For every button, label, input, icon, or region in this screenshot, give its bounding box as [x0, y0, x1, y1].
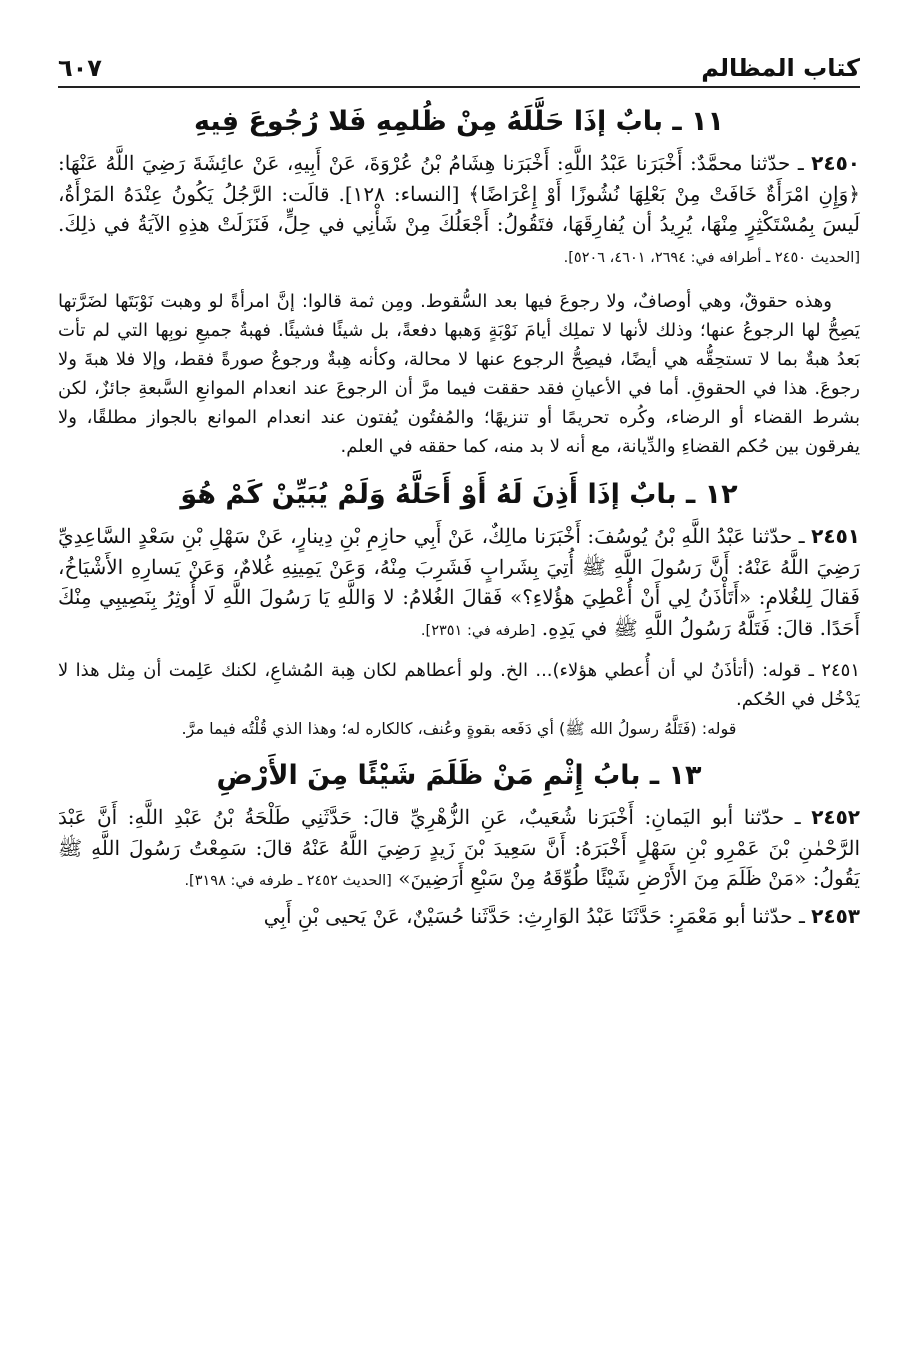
hadith-text: ـ حدّثنا محمَّدٌ: أَخْبَرَنا عَبْدُ اللَّهِ: أَخْبَرَنا هِشَامُ بْنُ عُرْوَةَ، عَنْ أَبِيهِ، عَنْ عائِشَةَ رَضِيَ اللَّهُ عَنْهَا: ﴿وَإِنِ امْرَأَةٌ خَافَتْ مِنْ بَعْلِهَا نُشُوزًا أَوْ إِعْرَاضًا﴾ [النساء: ١٢٨]. قالَت: الرَّجُلُ يَكُونُ عِنْدَهُ المَرْأَةُ، لَيسَ بِمُسْتَكْثِرٍ مِنْهَا، يُرِيدُ أن يُفارِقَهَا، فتَقُولُ: أَجْعَلُكَ مِنْ شَأْنِي في حِلٍّ، فَنَزَلَتْ هذِهِ الآيَةُ في ذلِكَ.: [58, 151, 860, 236]
hadith-2452: [58, 802, 860, 897]
chapter-heading: ١١ ـ بابٌ إذَا حَلَّلَهُ مِنْ ظُلمِهِ فَلا رُجُوعَ فِيهِ: [193, 106, 725, 137]
chapter-12: [58, 475, 860, 742]
hadith-text: ـ حدّثنا أبو اليَمانِ: أَخْبَرَنا شُعَيبٌ، عَنِ الزُّهْرِيِّ قالَ: حَدَّثَنِي طَلْحَةُ بْنُ عَبْدِ اللَّهِ: أَنَّ عَبْدَ الرَّحْمٰنِ بْنَ عَمْرِو بْنِ سَهْلٍ أَخْبَرَهُ: أَنَّ سَعِيدَ بْنَ زَيدٍ رَضِيَ اللَّهُ عَنْهُ قالَ: سَمِعْتُ رَسُولَ اللَّهِ ﷺ يَقُولُ: «مَنْ ظَلَمَ مِنَ الأَرْضِ شَيْئًا طُوِّقَهُ مِنْ سَبْعِ أَرَضِينَ»: [58, 805, 860, 890]
hadith-number: ٢٤٥٣: [811, 903, 860, 928]
hadith-reference: [طرفه في: ٢٣٥١].: [420, 622, 536, 639]
chapter-11: [58, 102, 860, 461]
hadith-2453: [58, 901, 860, 932]
chapter-heading: ١٣ ـ بابُ إِثْمِ مَنْ ظَلَمَ شَيْئًا مِنَ الأَرْضِ: [216, 760, 702, 791]
commentary-note: قوله: (فَتَلَّهُ رسولُ الله ﷺ) أي دَفَعه بقوةٍ وعُنف، كالكاره له؛ وهذا الذي قُلْتُه فيما مرَّ.: [181, 719, 737, 738]
running-header: [58, 48, 860, 88]
chapter-heading: ١٢ ـ بابٌ إذَا أَذِنَ لَهُ أَوْ أَحَلَّهُ وَلَمْ يُبَيِّنْ كَمْ هُوَ: [180, 479, 738, 510]
hadith-text: ـ حدّثنا أبو مَعْمَرٍ: حَدَّثَنَا عَبْدُ الوَارِثِ: حَدَّثَنا حُسَيْنٌ، عَنْ يَحيى بْنِ أَبِي: [263, 903, 805, 928]
commentary-paragraph: ٢٤٥١ ـ قوله: (أتأذَنُ لي أن أُعطي هؤلاء)... الخ. ولو أعطاهم لكان هِبة المُشاعِ، لكنك عَلِمت أن مِثل هذا لا يَدْخُل في الحُكم.: [58, 660, 860, 710]
hadith-2450: [58, 148, 860, 273]
chapter-13: [58, 756, 860, 931]
book-page: [58, 48, 860, 1348]
hadith-reference: [الحديث ٢٤٥٠ ـ أطرافه في: ٢٦٩٤، ٤٦٠١، ٥٢٠٦].: [563, 249, 860, 266]
book-title: كتاب المظالم: [701, 54, 860, 82]
hadith-text: ـ حدّثنا عَبْدُ اللَّهِ بْنُ يُوسُفَ: أَخْبَرَنا مالِكٌ، عَنْ أَبِي حازِمِ بْنِ دِينارٍ، عَنْ سَهْلِ بْنِ سَعْدٍ السَّاعِدِيِّ رَضِيَ اللَّهُ عَنْهُ: أَنَّ رَسُولَ اللَّهِ ﷺ أُتِيَ بِشَرابٍ فَشَرِبَ مِنْهُ، وَعَنْ يَمِينِهِ غُلامٌ، وَعَنْ يَسارِهِ الأَشْيَاخُ، فَقالَ لِلغُلامِ: «أَتَأْذَنُ لِي أَنْ أُعْطِيَ هؤُلاءِ؟» فَقالَ الغُلامُ: لا وَاللَّهِ يَا رَسُولَ اللَّهِ لَا أُوثِرُ بِنَصِيبِي مِنْكَ أَحَدًا. قالَ: فَتَلَّهُ رَسُولُ اللَّهِ ﷺ في يَدِهِ.: [58, 524, 860, 640]
page-number: ٦٠٧: [58, 54, 102, 82]
commentary-paragraph: وهذه حقوقٌ، وهي أوصافٌ، ولا رجوعَ فيها بعد السُّقوط. ومِن ثمة قالوا: إنَّ امرأةً لو وهبت نَوْبَتَها لضَرَّتها يَصِحُّ لها الرجوعُ عنها؛ وذلك لأنها لا تملِك أيامَ نَوْبَةٍ وَهبها دفعةً، بل شيئًا فشيئًا. فهبةُ جميعِ نوبِها التي لم تأت بَعدُ هبةٌ بما لا تستحِقُّه هي أيضًا، فيصِحُّ الرجوع عنها لا محالة، وكأنه هِبةٌ ورجوعٌ صورةً فقط، وإلا فلا هبةَ ولا رجوعَ. هذا في الحقوقِ. أما في الأعيانِ فقد حققت فيما مرَّ أن الرجوعَ عند انعدام الموانعِ السَّبعةِ جائزٌ، لكن بشرط القضاء أو الرضاء، وكُره تحريمًا أو تنزيهًا؛ والمُفتُون يُفتون عند انعدام الموانع بالجواز مطلقًا، ولا يفرقون بين حُكم القضاءِ والدِّيانة، مع أنه لا بد منه، كما حققه في العلم.: [58, 291, 860, 457]
hadith-2451: [58, 521, 860, 646]
hadith-number: ٢٤٥٠: [811, 151, 860, 175]
hadith-number: ٢٤٥٢: [811, 805, 860, 829]
hadith-number: ٢٤٥١: [811, 524, 860, 548]
hadith-reference: [الحديث ٢٤٥٢ ـ طرفه في: ٣١٩٨].: [184, 873, 392, 889]
